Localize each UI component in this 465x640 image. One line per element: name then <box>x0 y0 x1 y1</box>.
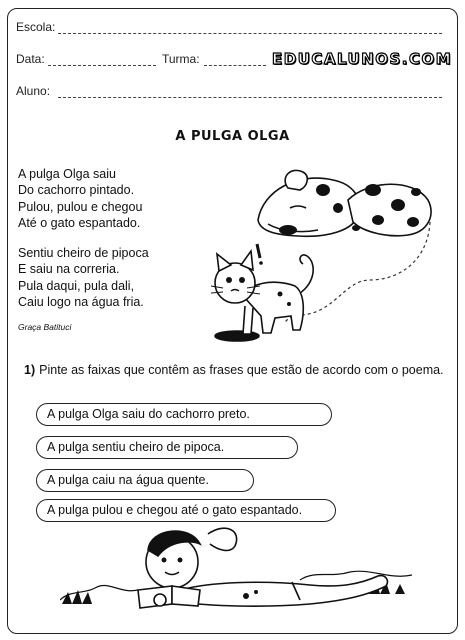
question-number: 1) <box>24 363 36 377</box>
school-label: Escola: <box>16 20 56 34</box>
school-field[interactable] <box>58 33 442 34</box>
class-field[interactable] <box>204 65 266 66</box>
class-label: Turma: <box>162 52 200 66</box>
poem-line: Caiu logo na água fria. <box>18 295 144 310</box>
poem-stanza-2 <box>18 245 149 311</box>
answer-strip-2[interactable]: A pulga sentiu cheiro de pipoca. <box>36 436 298 459</box>
girl-reading-illustration <box>60 520 420 625</box>
student-field[interactable] <box>58 97 442 98</box>
date-label: Data: <box>16 52 45 66</box>
poem-line: Pula daqui, pula dali, <box>18 278 135 293</box>
poem-line: Sentiu cheiro de pipoca <box>18 246 149 260</box>
answer-strip-1[interactable]: A pulga Olga saiu do cachorro preto. <box>36 403 332 426</box>
exercise-question <box>24 362 444 379</box>
educalunos-logo: EDUCALUNOS.COM <box>272 50 453 68</box>
poem-line: Do cachorro pintado. <box>18 183 135 198</box>
poem-title: A PULGA OLGA <box>175 129 290 144</box>
poem-line: Até o gato espantado. <box>18 216 141 231</box>
poem-line: Pulou, pulou e chegou <box>18 199 143 214</box>
poem-line: E saiu na correria. <box>18 262 120 277</box>
student-label: Aluno: <box>16 84 51 98</box>
poem-author: Graça Batituci <box>18 322 72 332</box>
poem-line: A pulga Olga saiu <box>18 167 116 181</box>
poem-stanza-1 <box>18 166 142 232</box>
startled-cat-illustration <box>205 238 325 343</box>
question-text: Pinte as faixas que contêm as frases que estão de acordo com o poema. <box>39 363 444 377</box>
answer-strip-4[interactable]: A pulga pulou e chegou até o gato espantado. <box>36 499 336 522</box>
date-field[interactable] <box>48 65 156 66</box>
answer-strip-3[interactable]: A pulga caiu na água quente. <box>36 469 254 492</box>
